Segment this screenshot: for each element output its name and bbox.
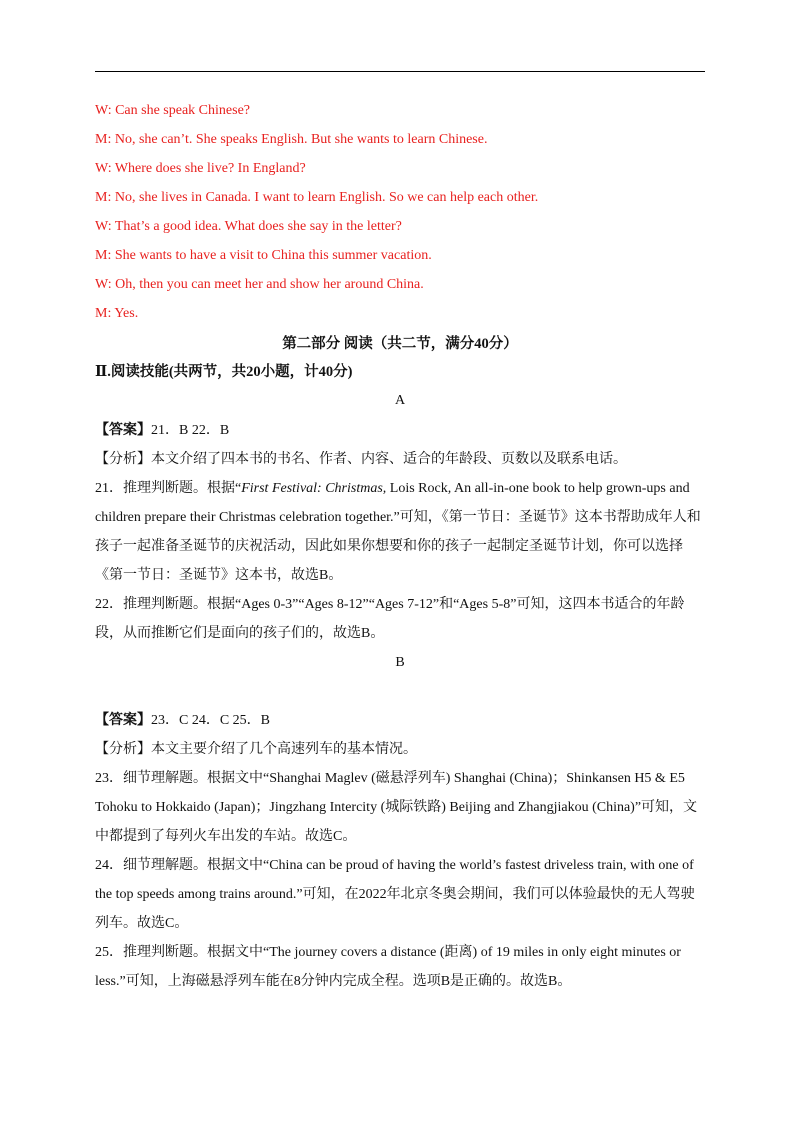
header-rule [95,71,705,72]
question-23-explanation: 23．细节理解题。根据文中“Shanghai Maglev (磁悬浮列车) Shanghai (China)；Shinkansen H5 & E5 Tohoku to Hokkaido (Japan)；Jingzhang Intercity (城际铁路) Beijing and Zhangjiakou (China)”可知，文中都提到了每列火车出发的车站。故选C。 [95,771,698,844]
question-24-explanation: 24．细节理解题。根据文中“China can be proud of having the world’s fastest driveless train, with one of the top speeds among trains around.”可知，在2022年北京冬奥会期间，我们可以体验最快的无人驾驶列车。故选C。 [95,858,695,931]
dialogue-line: W: Where does she live? In England? [95,161,306,176]
question-25-explanation: 25．推理判断题。根据文中“The journey covers a distance (距离) of 19 miles in only eight minutes or less.”可知，上海磁悬浮列车能在8分钟内完成全程。选项B是正确的。故选B。 [95,945,681,989]
spacer [95,678,705,706]
document-body [95,96,705,996]
q21-author: Lois Rock [386,481,448,496]
dialogue-line: W: Oh, then you can meet her and show her around China. [95,277,424,292]
q21-book-title: First Festival: Christmas, [241,481,387,496]
answer-text: 23．C 24．C 25．B [151,713,271,728]
analysis-text: 本文介绍了四本书的书名、作者、内容、适合的年龄段、页数以及联系电话。 [151,452,627,467]
dialogue-line: M: No, she can’t. She speaks English. But she wants to learn Chinese. [95,132,488,147]
analysis-tag: 【分析】 [95,452,151,467]
section-title: 第二部分 阅读（共二节，满分40分） [282,336,518,352]
passage-a-answer [95,416,705,445]
passage-a-analysis [95,445,705,474]
q21-comma: , [447,481,452,496]
q21-rest: An all-in-one book to help grown-ups and children prepare their Christmas celebration together.”可知，《第一节日：圣诞节》这本书帮助成年人和孩子一起准备圣诞节的庆祝活动，因此如果你想要和你的孩子一起制定圣诞节计划，你可以选择《第一节日：圣诞节》这本书，故选B。 [95,481,701,583]
question-21-explanation [95,474,705,590]
answer-text: 21．B 22．B [151,423,230,438]
passage-a-letter: A [394,393,406,408]
passage-b-answer [95,706,705,735]
dialogue-line: W: Can she speak Chinese? [95,103,250,118]
question-22-explanation: 22．推理判断题。根据“Ages 0-3”“Ages 8-12”“Ages 7-12”和“Ages 5-8”可知，这四本书适合的年龄段，从而推断它们是面向的孩子们的，故选B。 [95,597,685,641]
analysis-tag: 【分析】 [95,742,151,757]
dialogue-line: M: Yes. [95,306,139,321]
q21-prefix: 21．推理判断题。根据“ [95,481,242,496]
answer-tag: 【答案】 [95,423,151,438]
passage-b-analysis [95,735,705,764]
dialogue-line: W: That’s a good idea. What does she say in the letter? [95,219,402,234]
dialogue-line: M: No, she lives in Canada. I want to learn English. So we can help each other. [95,190,539,205]
answer-tag: 【答案】 [95,713,151,728]
analysis-text: 本文主要介绍了几个高速列车的基本情况。 [151,742,417,757]
passage-b-letter: B [395,655,405,670]
dialogue-line: M: She wants to have a visit to China this summer vacation. [95,248,432,263]
subsection-title: Ⅱ.阅读技能(共两节，共20小题，计40分) [95,364,353,380]
